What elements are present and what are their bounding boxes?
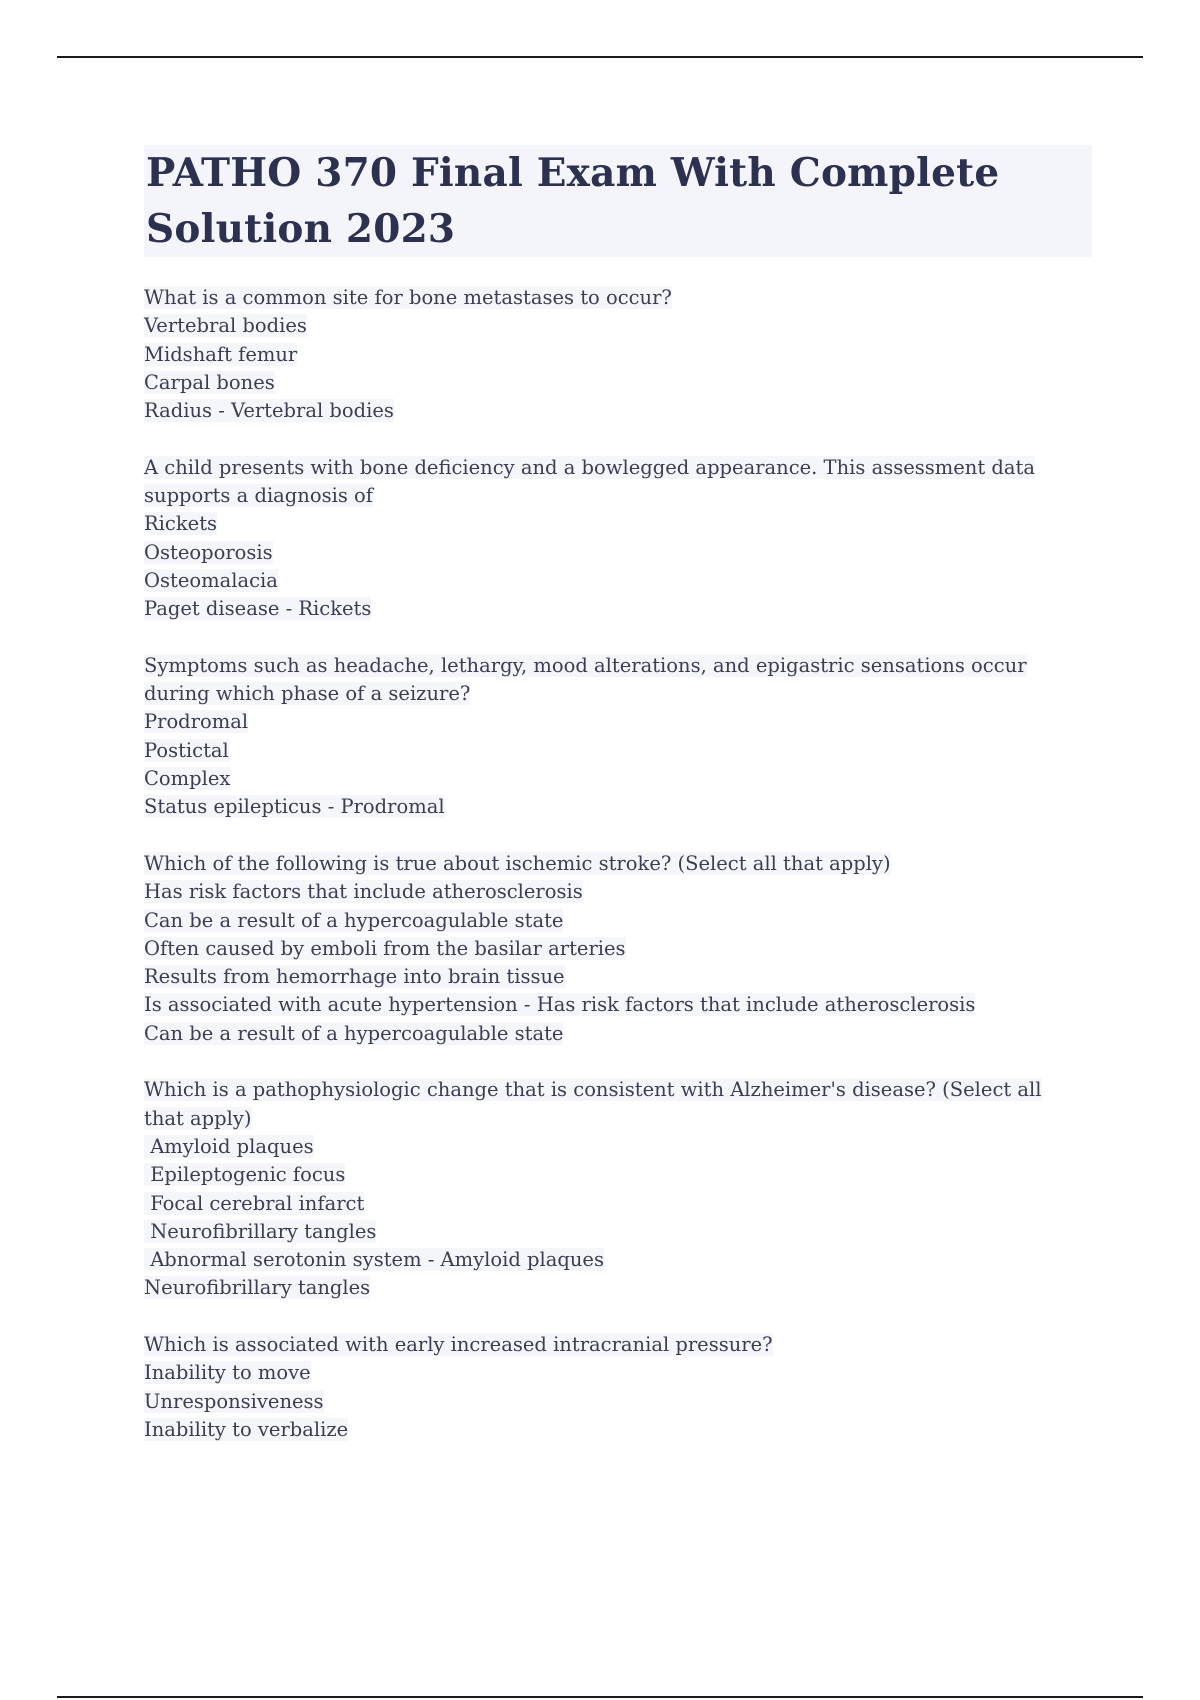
answer-key-continued: Can be a result of a hypercoagulable state [144,1021,564,1045]
answer-option: Inability to move [144,1361,311,1385]
answer-option: Can be a result of a hypercoagulable state [144,908,564,932]
document-title [146,145,1092,257]
question-block-3 [144,652,1092,822]
answer-option: Osteoporosis [144,540,273,564]
title-line-1: PATHO 370 Final Exam With Complete [146,150,1000,196]
answer-option: Postictal [144,738,229,762]
answer-option: Vertebral bodies [144,314,307,338]
question-text: that apply) [144,1106,252,1130]
question-list [144,284,1092,1444]
question-block-1 [144,284,1092,425]
answer-option: Results from hemorrhage into brain tissue [144,965,565,989]
answer-option: Midshaft femur [144,342,298,366]
question-text: during which phase of a seizure? [144,682,471,706]
question-text: Which of the following is true about ischemic stroke? (Select all that apply) [144,851,891,875]
question-text: Which is a pathophysiologic change that is consistent with Alzheimer's disease? (Select all [144,1078,1042,1102]
answer-option-with-key: Abnormal serotonin system - Amyloid plaques [144,1248,604,1272]
answer-option-with-key: Paget disease - Rickets [144,597,372,621]
question-text: What is a common site for bone metastases to occur? [144,286,672,309]
question-block-2 [144,454,1092,624]
question-block-6 [144,1331,1092,1444]
question-text: Which is associated with early increased intracranial pressure? [144,1332,773,1356]
answer-option: Often caused by emboli from the basilar arteries [144,936,626,960]
answer-option-with-key: Status epilepticus - Prodromal [144,795,445,819]
title-line-2: Solution 2023 [146,206,456,252]
question-block-4 [144,850,1092,1048]
question-block-5 [144,1076,1092,1302]
question-text: Symptoms such as headache, lethargy, mood alterations, and epigastric sensations occur [144,653,1027,677]
answer-option: Has risk factors that include atherosclerosis [144,880,583,904]
answer-option: Focal cerebral infarct [144,1191,365,1215]
answer-option: Rickets [144,512,218,536]
answer-option: Neurofibrillary tangles [144,1219,377,1243]
top-rule [57,56,1143,58]
answer-option: Osteomalacia [144,568,278,592]
answer-key-continued: Neurofibrillary tangles [144,1276,371,1300]
answer-option-with-key: Is associated with acute hypertension - Has risk factors that include atherosclerosis [144,993,976,1017]
answer-option: Inability to verbalize [144,1417,349,1441]
answer-option: Prodromal [144,710,249,734]
answer-option: Amyloid plaques [144,1134,314,1158]
answer-option: Epileptogenic focus [144,1163,346,1187]
answer-option: Complex [144,767,231,791]
answer-option: Unresponsiveness [144,1389,324,1413]
question-text: supports a diagnosis of [144,484,373,508]
title-box [144,145,1092,257]
answer-option: Carpal bones [144,370,275,394]
bottom-rule [57,1696,1143,1698]
question-text: A child presents with bone deficiency and a bowlegged appearance. This assessment data [144,455,1035,479]
answer-option-with-key: Radius - Vertebral bodies [144,399,394,423]
document-page [144,145,1092,1472]
